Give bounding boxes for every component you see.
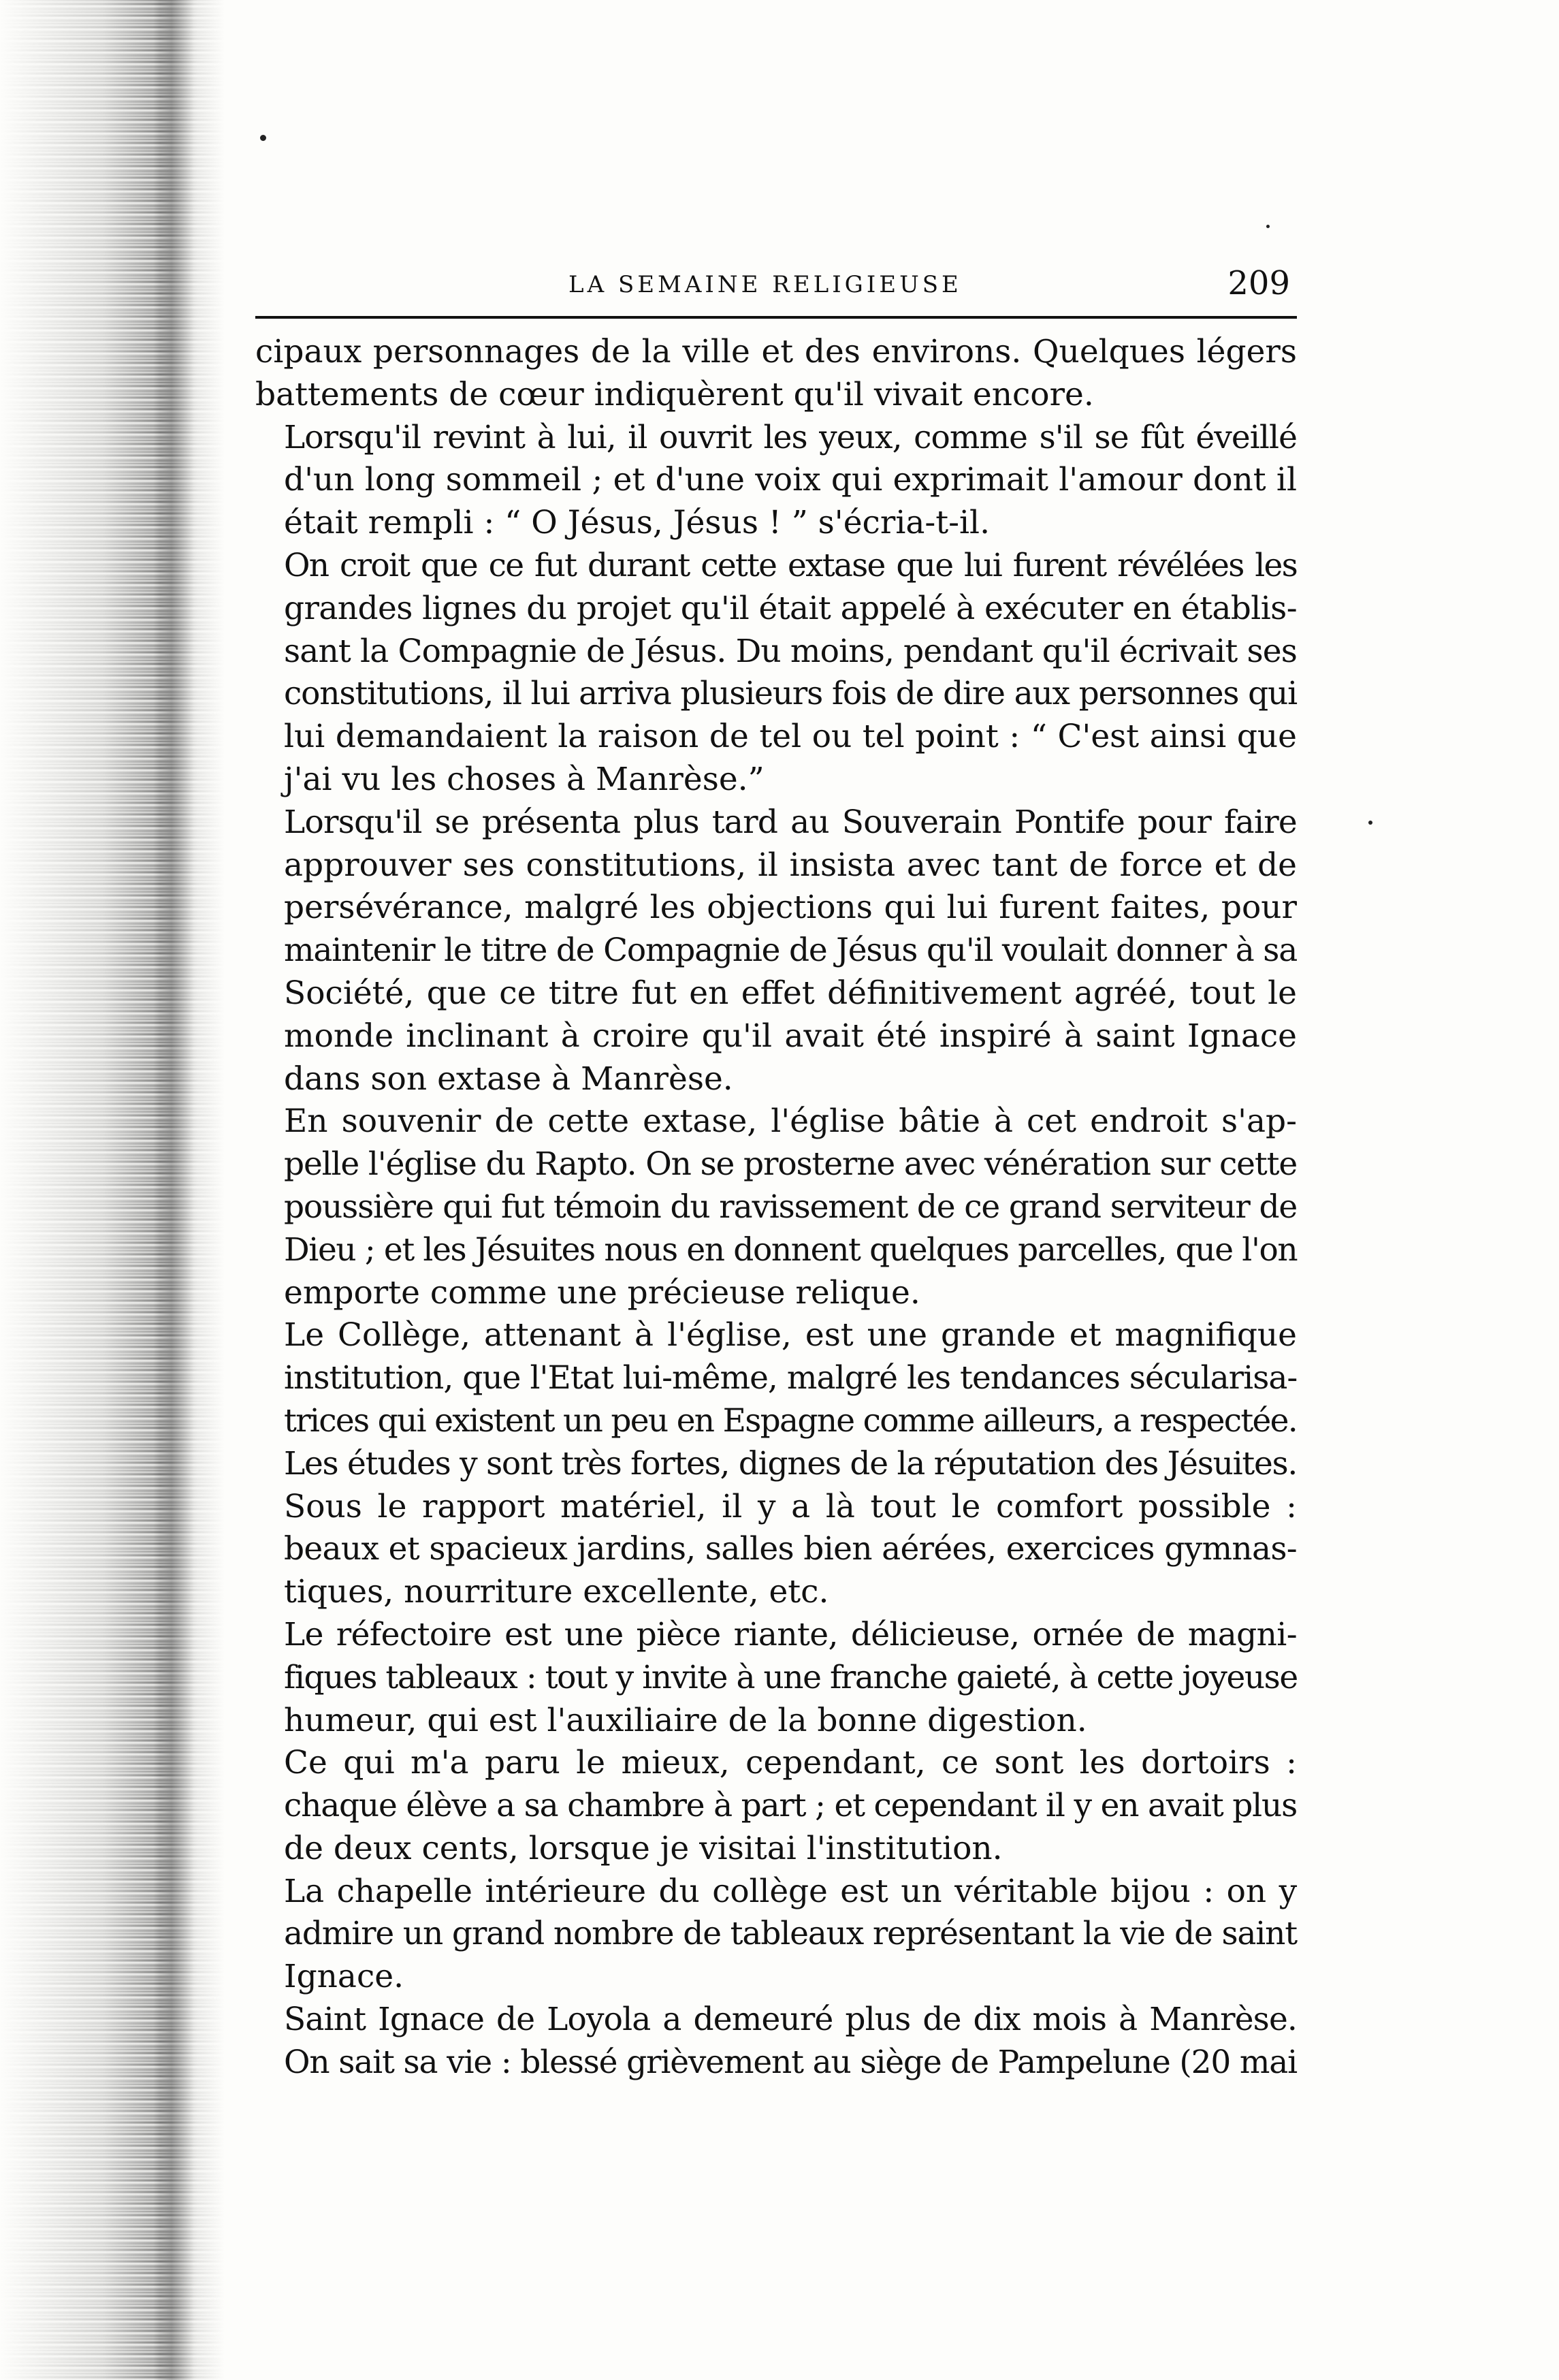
- text-line: approuver ses constitutions, il insista avec tant de force et de: [284, 846, 1297, 884]
- text-line: cipaux personnages de la ville et des environs. Quelques légers: [255, 333, 1297, 370]
- text-line: j'ai vu les choses à Manrèse.”: [284, 760, 765, 798]
- text-line: admire un grand nombre de tableaux représentant la vie de saint: [284, 1915, 1297, 1953]
- paragraph: [255, 545, 1297, 802]
- paragraph: [255, 417, 1297, 545]
- text-line: trices qui existent un peu en Espagne comme ailleurs, a respectée.: [284, 1401, 1297, 1440]
- paragraph: [255, 1486, 1297, 1614]
- text-line: La chapelle intérieure du collège est un véritable bijou : on y: [284, 1872, 1297, 1910]
- text-line: Dieu ; et les Jésuites nous en donnent quelques parcelles, que l'on: [284, 1231, 1298, 1269]
- running-title: LA SEMAINE RELIGIEUSE: [568, 271, 962, 298]
- paragraph: [255, 1100, 1297, 1314]
- text-line: Le réfectoire est une pièce riante, délicieuse, ornée de magni-: [284, 1615, 1297, 1653]
- text-line: Société, que ce titre fut en effet définitivement agréé, tout le: [284, 974, 1297, 1012]
- text-line: d'un long sommeil ; et d'une voix qui exprimait l'amour dont il: [284, 461, 1297, 499]
- text-line: poussière qui fut témoin du ravissement de ce grand serviteur de: [284, 1188, 1297, 1226]
- text-line: Sous le rapport matériel, il y a là tout le comfort possible :: [284, 1487, 1297, 1525]
- text-line: grandes lignes du projet qu'il était appelé à exécuter en établis-: [284, 589, 1297, 627]
- text-line: constitutions, il lui arriva plusieurs fois de dire aux personnes qui: [284, 675, 1297, 713]
- text-line: Saint Ignace de Loyola a demeuré plus de dix mois à Manrèse.: [284, 2001, 1297, 2039]
- text-line: pelle l'église du Rapto. On se prosterne avec vénération sur cette: [284, 1145, 1297, 1184]
- text-line: On croit que ce fut durant cette extase que lui furent révélées les: [284, 546, 1297, 584]
- text-line: En souvenir de cette extase, l'église bâtie à cet endroit s'ap-: [284, 1102, 1297, 1141]
- text-line: dans son extase à Manrèse.: [284, 1060, 733, 1098]
- text-line: On sait sa vie : blessé grièvement au siège de Pampelune (20 mai: [284, 2043, 1298, 2081]
- text-line: humeur, qui est l'auxiliaire de la bonne digestion.: [284, 1701, 1087, 1739]
- text-line: Le Collège, attenant à l'église, est une grande et magnifique: [284, 1316, 1297, 1354]
- paragraph: [255, 1742, 1297, 1870]
- ink-speck: [1368, 821, 1372, 825]
- text-line: tiques, nourriture excellente, etc.: [284, 1573, 829, 1611]
- ink-speck: [1266, 225, 1270, 228]
- paragraph: [255, 1871, 1297, 1999]
- text-line: Lorsqu'il se présenta plus tard au Souverain Pontife pour faire: [284, 803, 1297, 841]
- text-line: de deux cents, lorsque je visitai l'institution.: [284, 1829, 1003, 1867]
- paragraph: [255, 1999, 1297, 2084]
- text-line: institution, que l'Etat lui-même, malgré les tendances sécularisa-: [284, 1359, 1298, 1397]
- text-line: emporte comme une précieuse relique.: [284, 1273, 920, 1312]
- body-text: [255, 331, 1297, 2084]
- text-line: monde inclinant à croire qu'il avait été inspiré à saint Ignace: [284, 1017, 1297, 1055]
- text-line: était rempli : “ O Jésus, Jésus ! ” s'écria-t-il.: [284, 504, 991, 542]
- ink-speck: [260, 135, 266, 141]
- text-line: battements de cœur indiquèrent qu'il vivait encore.: [255, 375, 1094, 413]
- paragraph: [255, 1314, 1297, 1485]
- text-line: Lorsqu'il revint à lui, il ouvrit les yeux, comme s'il se fût éveillé: [284, 418, 1297, 456]
- binding-shadow: [153, 0, 194, 2380]
- page-number: 209: [1227, 264, 1290, 302]
- text-line: sant la Compagnie de Jésus. Du moins, pendant qu'il écrivait ses: [284, 632, 1298, 670]
- text-line: beaux et spacieux jardins, salles bien aérées, exercices gymnas-: [284, 1530, 1297, 1568]
- page: [255, 259, 1297, 2084]
- text-line: maintenir le titre de Compagnie de Jésus qu'il voulait donner à sa: [284, 932, 1297, 970]
- text-line: Ignace.: [284, 1958, 404, 1996]
- text-line: fiques tableaux : tout y invite à une franche gaieté, à cette joyeuse: [284, 1658, 1298, 1696]
- paragraph: [255, 802, 1297, 1101]
- header-rule: [255, 316, 1297, 319]
- paragraph: [255, 1614, 1297, 1742]
- text-line: chaque élève a sa chambre à part ; et cependant il y en avait plus: [284, 1787, 1297, 1825]
- text-line: Les études y sont très fortes, dignes de la réputation des Jésuites.: [284, 1444, 1298, 1482]
- text-line: lui demandaient la raison de tel ou tel point : “ C'est ainsi que: [284, 718, 1297, 756]
- running-head: [255, 259, 1297, 313]
- text-line: persévérance, malgré les objections qui lui furent faites, pour: [284, 889, 1297, 927]
- text-line: Ce qui m'a paru le mieux, cependant, ce sont les dortoirs :: [284, 1744, 1297, 1782]
- paragraph: [255, 331, 1297, 417]
